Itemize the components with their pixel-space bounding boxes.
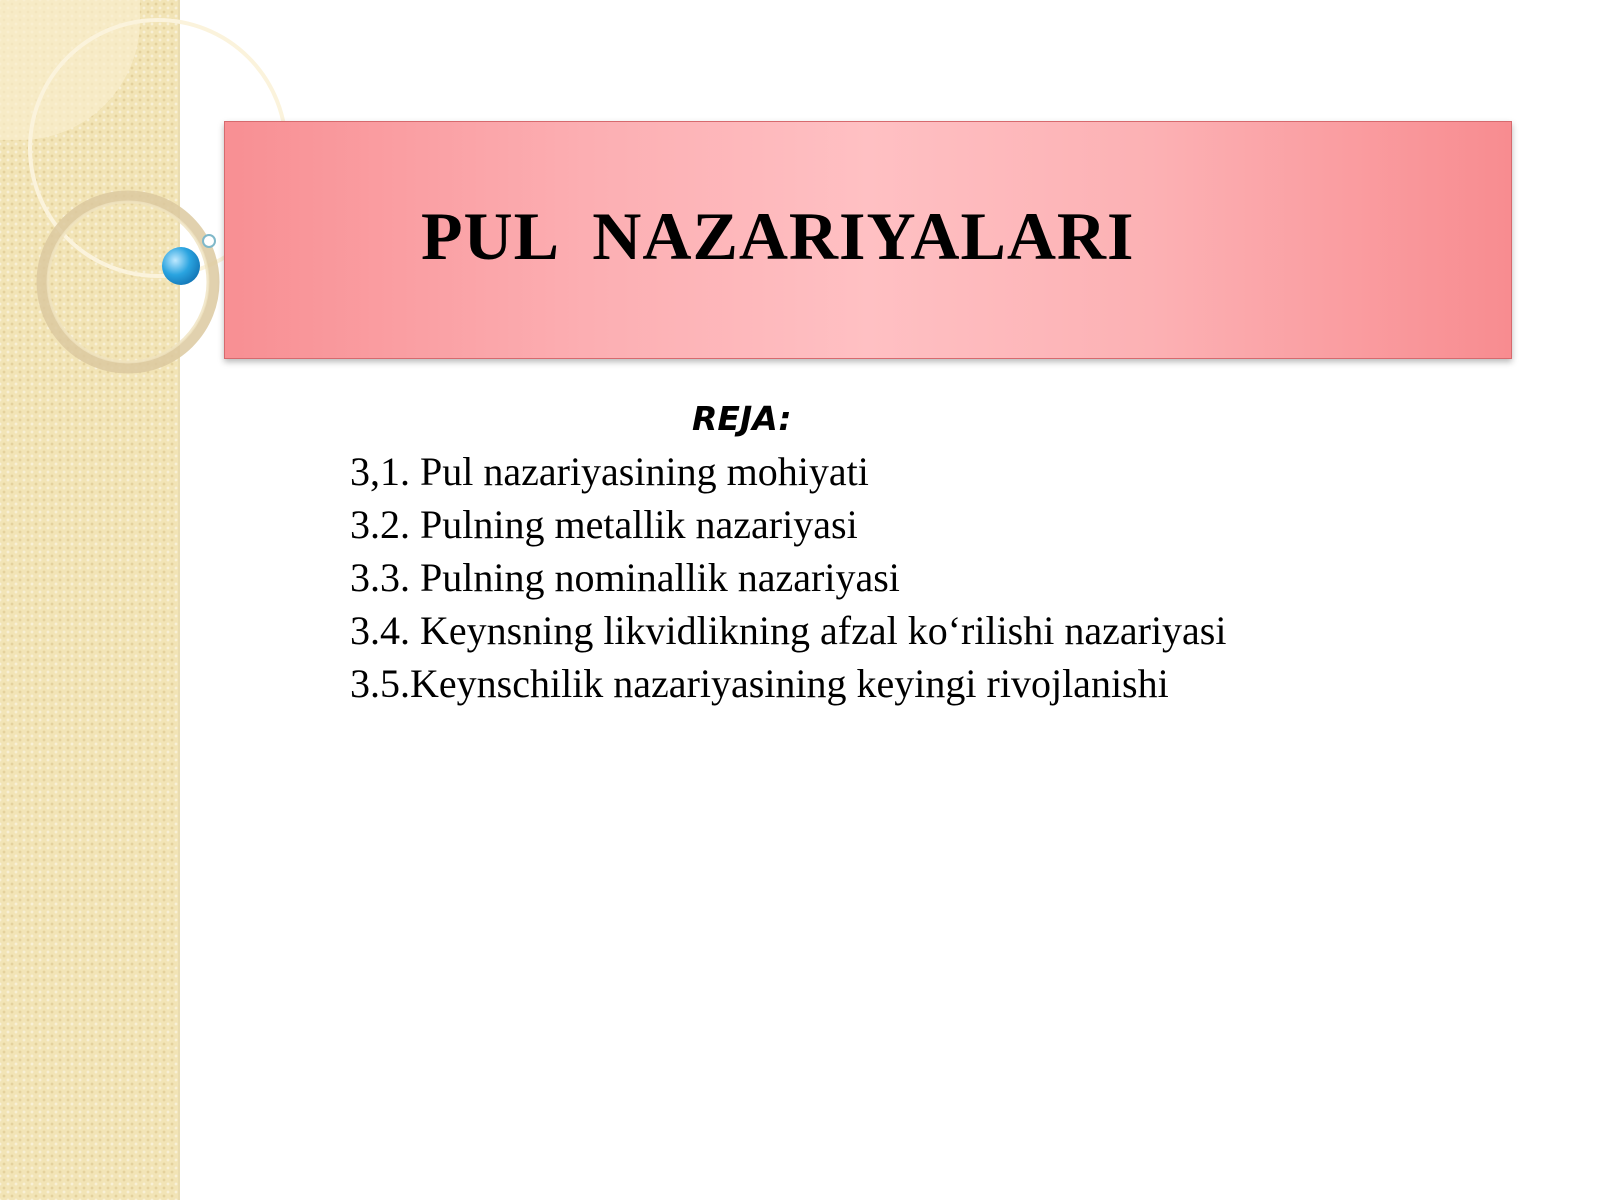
- plan-item-2: 3.2. Pulning metallik nazariyasi: [350, 502, 858, 547]
- plan-list: [350, 445, 1226, 710]
- ornament-rings: [0, 0, 240, 400]
- plan-item-3: 3.3. Pulning nominallik nazariyasi: [350, 555, 900, 600]
- plan-heading: REJA:: [692, 399, 792, 438]
- plan-item-4: 3.4. Keynsning likvidlikning afzal ko‘rilishi nazariyasi: [350, 608, 1227, 653]
- plan-item-1: 3,1. Pul nazariyasining mohiyati: [350, 449, 869, 494]
- slide-title: PUL NAZARIYALARI: [421, 198, 1135, 274]
- small-ring-icon: [203, 235, 215, 247]
- title-banner: [224, 121, 1512, 359]
- blue-dot-icon: [162, 247, 200, 285]
- plan-item-5: 3.5.Keynschilik nazariyasining keyingi rivojlanishi: [350, 661, 1169, 706]
